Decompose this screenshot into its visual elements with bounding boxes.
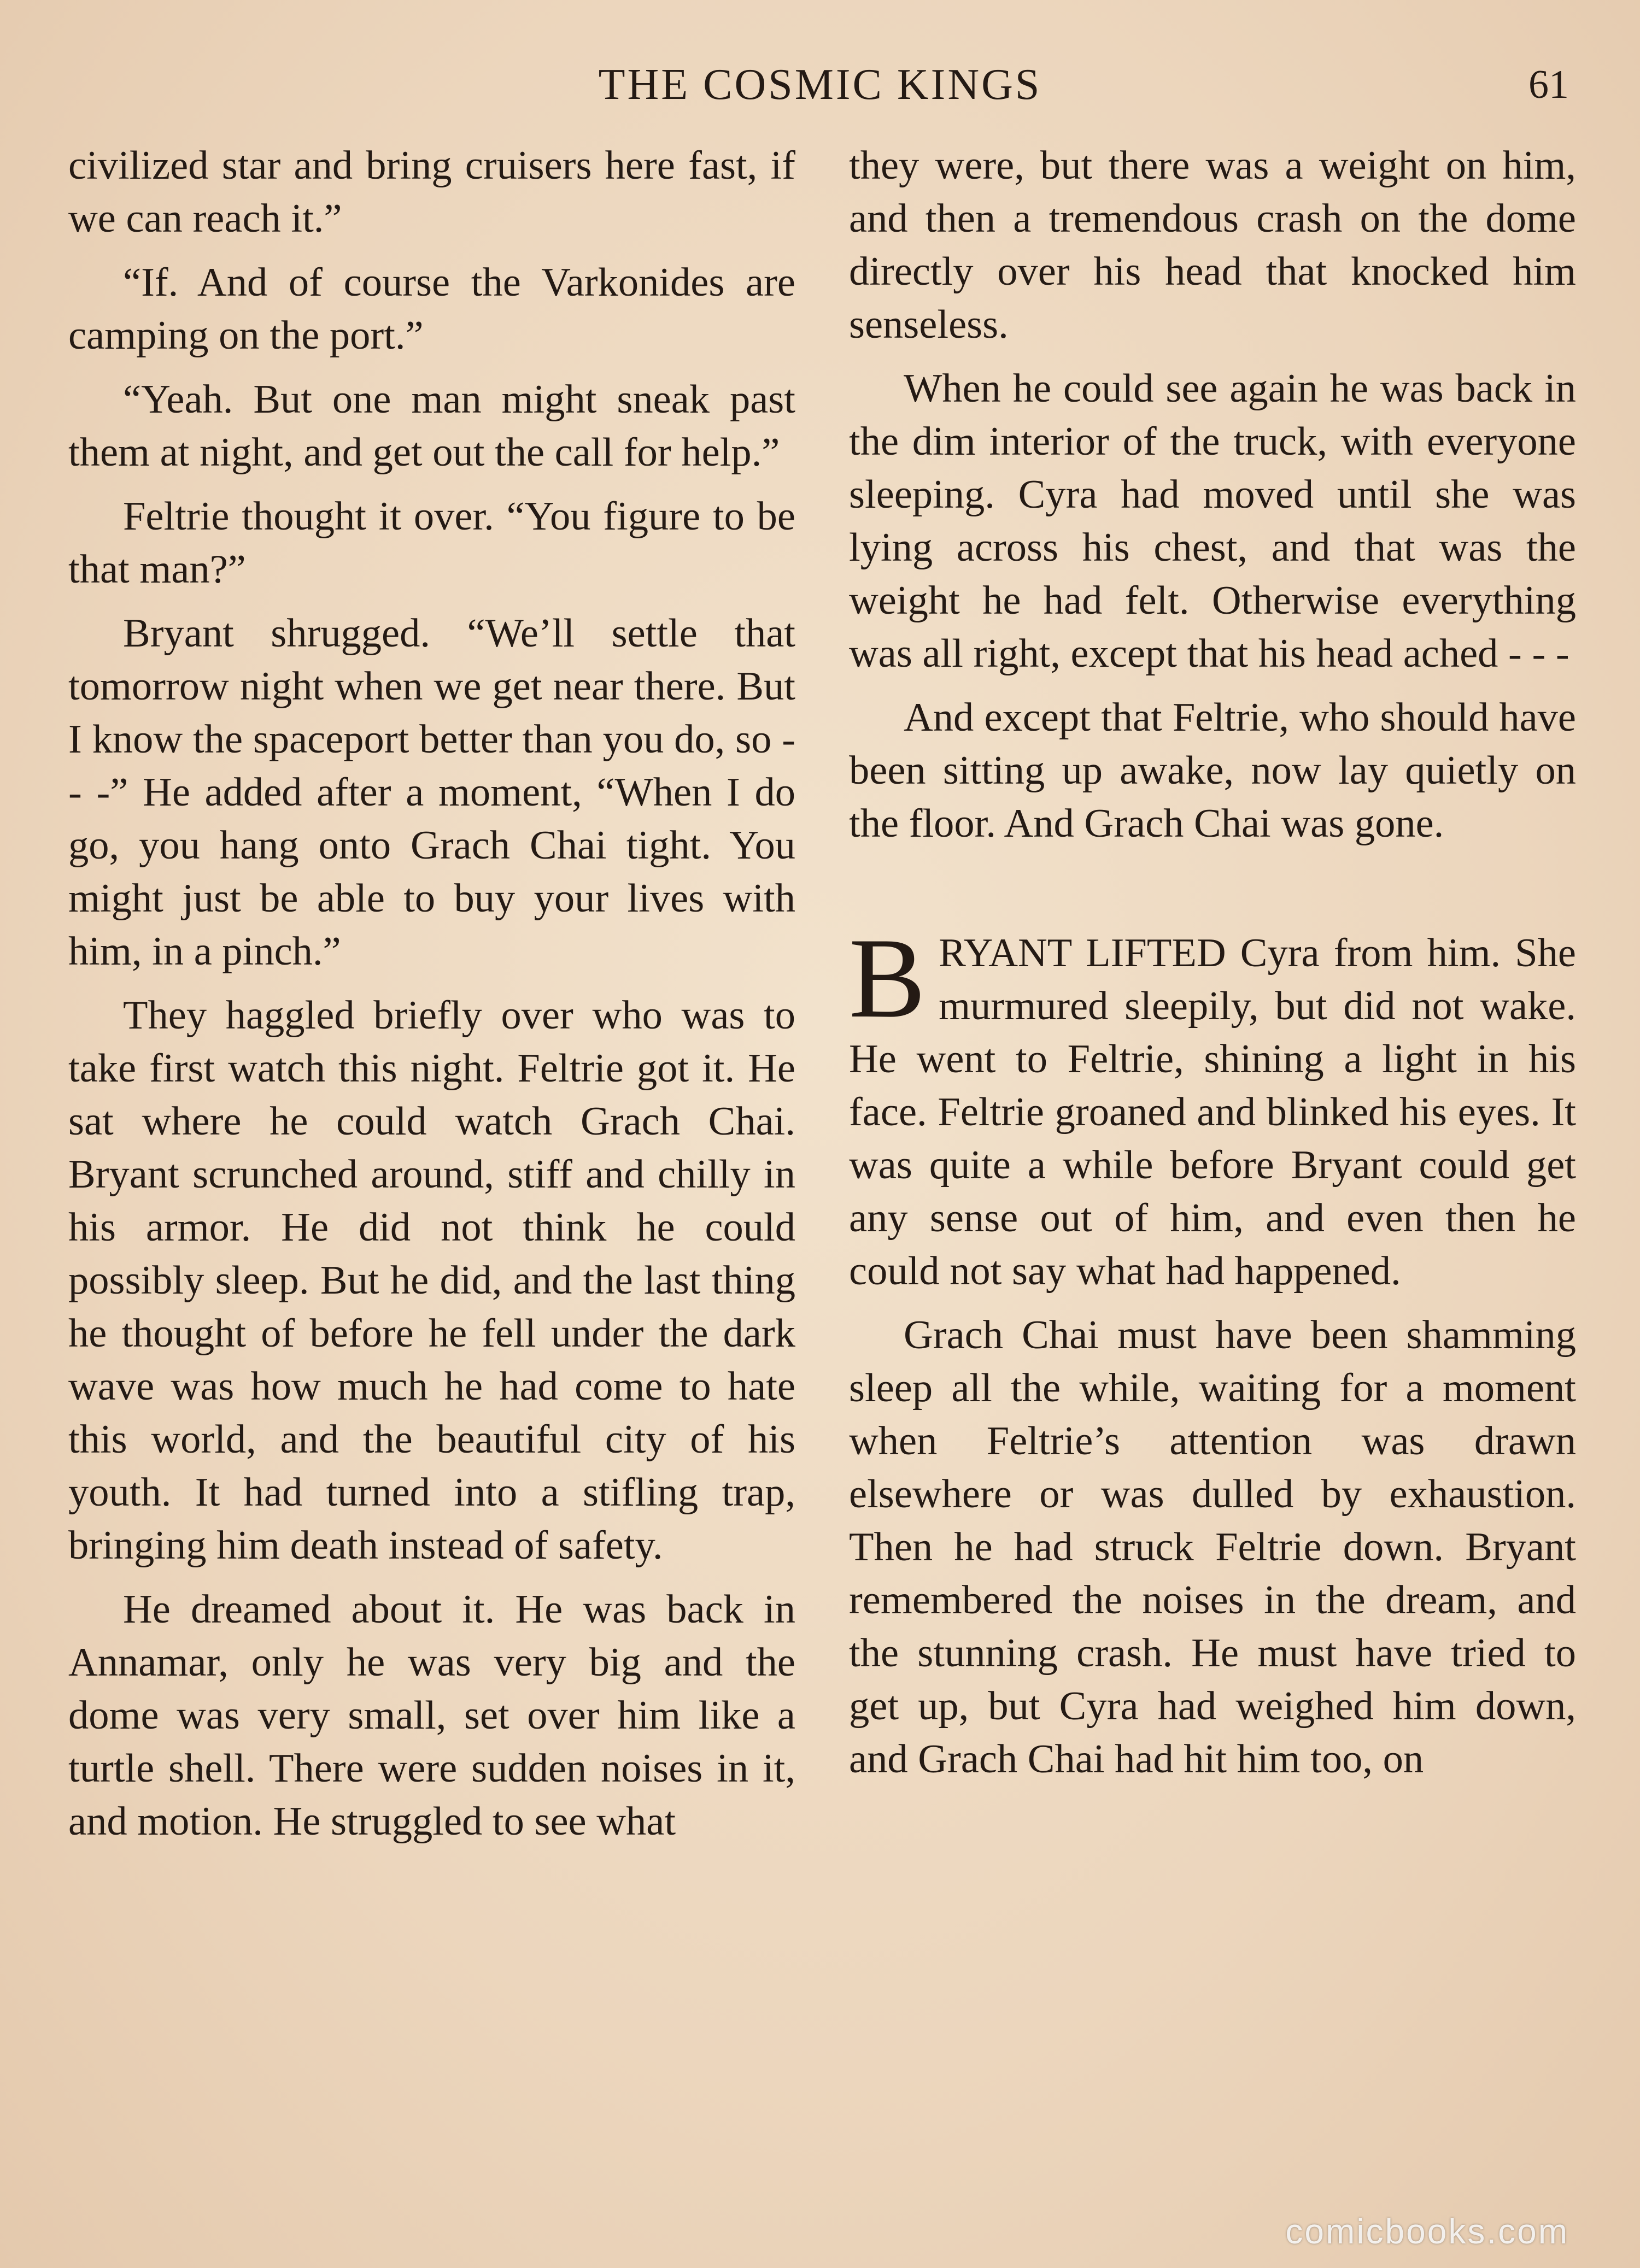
paragraph-text: Cyra from him. She murmured sleepily, but did not wake. He went to Feltrie, shining a light in his face. Feltrie groaned and blinked his eyes. It was quite a while before Bryant could get any sense out of him, and even then he could not say what had happened. [849, 931, 1576, 1294]
paragraph: He dreamed about it. He was back in Annamar, only he was very big and the dome was very small, set over him like a turtle shell. There were sudden noises in it, and motion. He struggled to see what [68, 1587, 795, 1844]
left-column [68, 139, 795, 1859]
page-number: 61 [1528, 62, 1569, 107]
paragraph: civilized star and bring cruisers here fast, if we can reach it.” [68, 143, 795, 241]
paragraph: “Yeah. But one man might sneak past them at night, and get out the call for help.” [68, 377, 795, 475]
running-title: THE COSMIC KINGS [598, 61, 1042, 109]
paragraph: Bryant shrugged. “We’ll settle that tomorrow night when we get near there. But I know the spaceport better than you do, so - - -” He added after a moment, “When I do go, you hang onto Grach Chai tight. You might just be able to buy your lives with him, in a pinch.” [68, 611, 795, 974]
paragraph: When he could see again he was back in the dim interior of the truck, with everyone sleeping. Cyra had moved until she was lying across his chest, and that was the weight he had felt. Otherwise everything was all right, except that his head ached - - - [849, 366, 1576, 676]
paragraph: Grach Chai must have been shamming sleep all the while, waiting for a moment when Feltrie’s attention was drawn elsewhere or was dulled by exhaustion. Then he had struck Feltrie down. Bryant remembered the noises in the dream, and the stunning crash. He must have tried to get up, but Cyra had weighed him down, and Grach Chai had hit him too, on [849, 1313, 1576, 1782]
section-opening-paragraph [849, 915, 1576, 1298]
drop-cap: B [849, 915, 926, 1042]
paragraph: And except that Feltrie, who should have been sitting up awake, now lay quietly on the floor. And Grach Chai was gone. [849, 695, 1576, 846]
page-header [66, 55, 1574, 115]
paragraph: they were, but there was a weight on him, and then a tremendous crash on the dome directly over his head that knocked him senseless. [849, 143, 1576, 347]
paragraph: Feltrie thought it over. “You figure to be that man?” [68, 494, 795, 592]
paragraph: “If. And of course the Varkonides are camping on the port.” [68, 260, 795, 358]
right-column [849, 139, 1576, 1797]
paragraph: They haggled briefly over who was to take first watch this night. Feltrie got it. He sat where he could watch Grach Chai. Bryant scrunched around, stiff and chilly in his armor. He did not think he could possibly sleep. But he did, and the last thing he thought of before he fell under the dark wave was how much he had come to hate this world, and the beautiful city of his youth. It had turned into a stifling trap, bringing him death instead of safety. [68, 993, 795, 1568]
lead-in-caps: RYANT LIFTED [939, 931, 1226, 976]
watermark-logo: comicbooks.com [1285, 2212, 1569, 2251]
